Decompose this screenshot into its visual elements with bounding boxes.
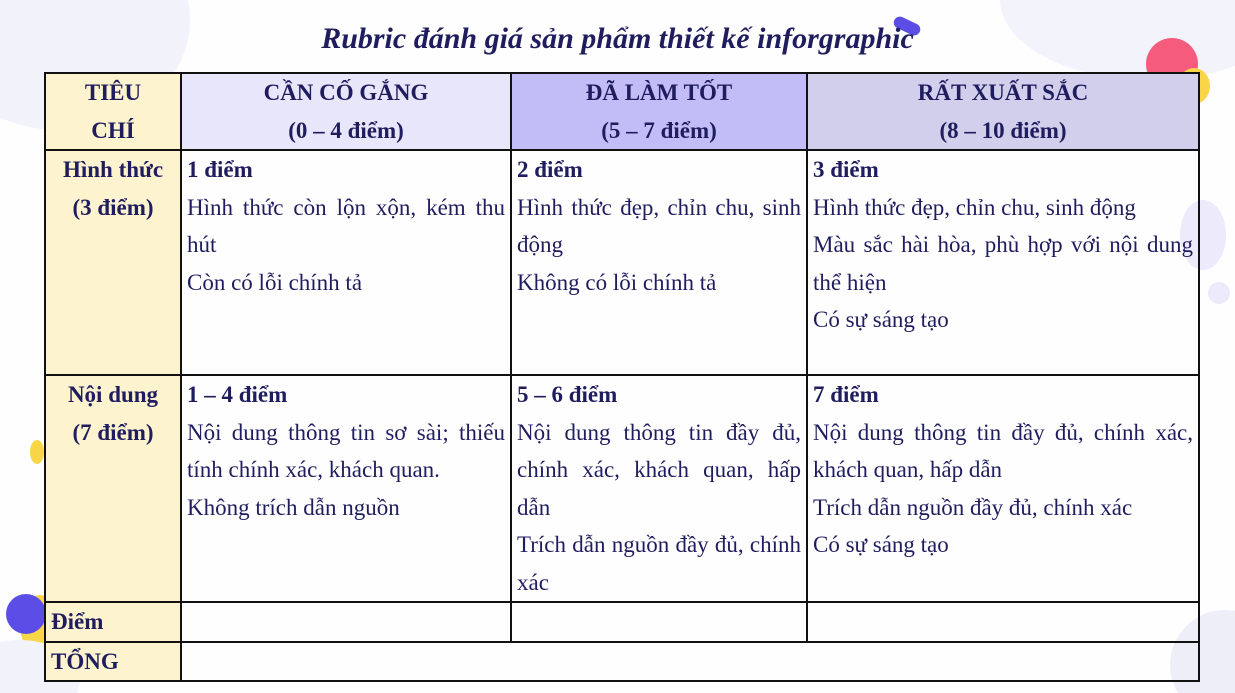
description-line: Có sự sáng tạo xyxy=(813,307,949,332)
level-range: (0 – 4 điểm) xyxy=(288,117,404,143)
rubric-cell xyxy=(807,375,1199,602)
description-line: Không có lỗi chính tả xyxy=(517,269,717,295)
rubric-cell xyxy=(511,375,807,602)
criterion-cell xyxy=(45,150,181,375)
description-line: Nội dung thông tin sơ sài; thiếu tính chính xác, khách quan. xyxy=(187,419,505,482)
header-level-1 xyxy=(181,73,511,150)
score-cell-3[interactable] xyxy=(807,602,1199,642)
score-label: 3 điểm xyxy=(813,157,879,182)
table-row-tong xyxy=(45,642,1199,682)
criterion-name: Hình thức xyxy=(62,157,164,182)
header-criteria-line-2: CHÍ xyxy=(91,117,135,143)
table-row-diem xyxy=(45,602,1199,642)
description-line: Nội dung thông tin đầy đủ, chính xác, khách quan, hấp dẫn xyxy=(813,419,1193,482)
level-range: (5 – 7 điểm) xyxy=(601,117,717,143)
description-line: Trích dẫn nguồn đầy đủ, chính xác xyxy=(517,532,801,595)
header-criteria-cell xyxy=(45,73,181,150)
level-range: (8 – 10 điểm) xyxy=(939,117,1067,143)
description-line: Hình thức đẹp, chỉn chu, sinh động xyxy=(517,194,801,257)
description-line: Nội dung thông tin đầy đủ, chính xác, khách quan, hấp dẫn xyxy=(517,419,801,520)
level-name: RẤT XUẤT SẮC xyxy=(917,80,1089,105)
total-cell[interactable] xyxy=(181,642,1199,682)
score-cell-1[interactable] xyxy=(181,602,511,642)
score-label: 5 – 6 điểm xyxy=(517,382,618,407)
rubric-cell xyxy=(807,150,1199,375)
rubric-cell xyxy=(511,150,807,375)
criterion-points: (3 điểm) xyxy=(72,194,154,220)
description-line: Hình thức đẹp, chỉn chu, sinh động xyxy=(813,194,1136,220)
total-row-label: TỔNG xyxy=(45,642,181,682)
rubric-cell xyxy=(181,150,511,375)
level-name: ĐÃ LÀM TỐT xyxy=(585,80,733,105)
rubric-table xyxy=(44,72,1200,682)
score-cell-2[interactable] xyxy=(511,602,807,642)
decor-dot-right xyxy=(1208,282,1230,304)
description-line: Còn có lỗi chính tả xyxy=(187,269,363,295)
level-name: CẦN CỐ GẮNG xyxy=(263,80,429,105)
description-line: Có sự sáng tạo xyxy=(813,532,949,557)
score-label: 7 điểm xyxy=(813,382,879,407)
table-row-hinh-thuc xyxy=(45,150,1199,375)
criterion-points: (7 điểm) xyxy=(72,419,154,445)
score-label: 2 điểm xyxy=(517,157,583,182)
decor-dot-left-yellow xyxy=(30,440,44,464)
header-row xyxy=(45,73,1199,150)
criterion-name: Nội dung xyxy=(67,382,159,407)
decor-circle-left-purple xyxy=(6,594,46,634)
rubric-cell xyxy=(181,375,511,602)
header-level-3 xyxy=(807,73,1199,150)
score-label: 1 – 4 điểm xyxy=(187,382,288,407)
score-row-label: Điểm xyxy=(45,602,181,642)
criterion-cell xyxy=(45,375,181,602)
header-level-2 xyxy=(511,73,807,150)
description-line: Hình thức còn lộn xộn, kém thu hút xyxy=(187,194,505,257)
description-line: Trích dẫn nguồn đầy đủ, chính xác xyxy=(813,494,1133,520)
description-line: Màu sắc hài hòa, phù hợp với nội dung thể hiện xyxy=(813,232,1193,295)
table-row-noi-dung xyxy=(45,375,1199,602)
description-line: Không trích dẫn nguồn xyxy=(187,494,400,520)
header-criteria-line-1: TIÊU xyxy=(84,80,142,105)
score-label: 1 điểm xyxy=(187,157,253,182)
slide-title: Rubric đánh giá sản phẩm thiết kế inforgraphic xyxy=(321,22,914,55)
